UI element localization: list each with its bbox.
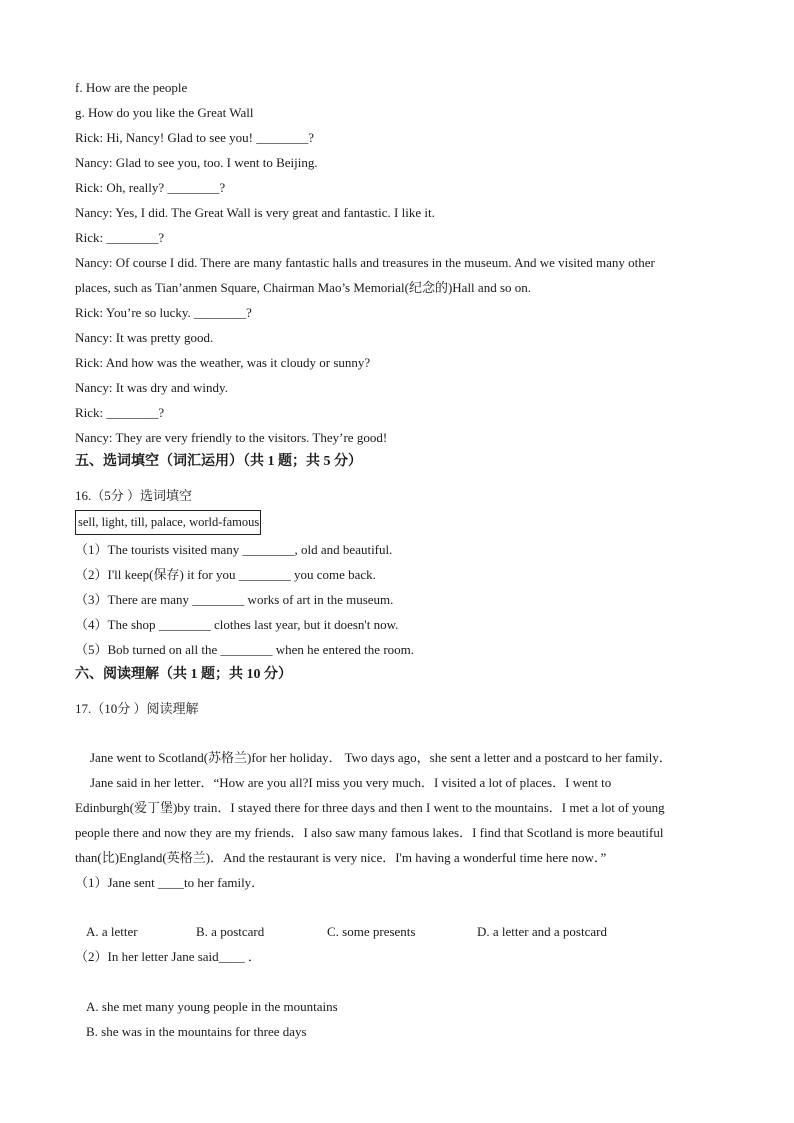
dialogue-option-f: f. How are the people [75, 80, 188, 95]
option-b: B. a postcard [196, 924, 265, 939]
question-1-stem: （1）Jane sent ____to her family． [75, 875, 265, 890]
passage-line: Jane said in her letter．“How are you all?I miss you very much．I visited a lot of places．I went to [90, 775, 612, 790]
fill-item: （3）There are many ________ works of art in the museum. [75, 592, 394, 607]
question16-label: 16.（5分 ）选词填空 [75, 488, 193, 503]
option-b: B. she was in the mountains for three days [86, 1024, 307, 1039]
dialogue-line: Nancy: It was dry and windy. [75, 380, 228, 395]
fill-item: （1）The tourists visited many ________, old and beautiful. [75, 542, 393, 557]
dialogue-line: Rick: And how was the weather, was it cloudy or sunny? [75, 355, 371, 370]
dialogue-line: Nancy: Glad to see you, too. I went to Beijing. [75, 155, 318, 170]
passage-line: people there and now they are my friends．I also saw many famous lakes．I find that Scotland is more beautiful [75, 825, 664, 840]
dialogue-line: Rick: ________? [75, 230, 165, 245]
word-bank-box: sell, light, till, palace, world-famous [75, 510, 261, 535]
question-2-stem: （2）In her letter Jane said____ ． [75, 949, 261, 964]
option-a: A. a letter [86, 924, 138, 939]
passage-line: Edinburgh(爱丁堡)by train．I stayed there for three days and then I went to the mountains．I met a lot of young [75, 800, 665, 815]
passage-line: Jane went to Scotland(苏格兰)for her holiday． Two days ago，she sent a letter and a postcard to her family． [90, 750, 672, 765]
dialogue-line: Nancy: Yes, I did. The Great Wall is very great and fantastic. I like it. [75, 205, 435, 220]
fill-item: （2）I'll keep(保存) it for you ________ you come back. [75, 567, 376, 582]
dialogue-line: places, such as Tian’anmen Square, Chairman Mao’s Memorial(纪念的)Hall and so on. [75, 280, 531, 295]
fill-item: （5）Bob turned on all the ________ when he entered the room. [75, 642, 415, 657]
option-d: D. a letter and a postcard [477, 924, 607, 939]
section5-heading: 五、选词填空（词汇运用）（共 1 题；共 5 分） [75, 454, 362, 469]
dialogue-option-g: g. How do you like the Great Wall [75, 105, 254, 120]
dialogue-line: Nancy: Of course I did. There are many fantastic halls and treasures in the museum. And we visited many other [75, 255, 655, 270]
dialogue-line: Rick: ________? [75, 405, 165, 420]
passage-line: than(比)England(英格兰)．And the restaurant is very nice．I'm having a wonderful time here now．” [75, 850, 607, 865]
section6-heading: 六、阅读理解（共 1 题；共 10 分） [75, 667, 292, 682]
question17-label: 17.（10分 ）阅读理解 [75, 701, 199, 716]
dialogue-line: Rick: You’re so lucky. ________? [75, 305, 252, 320]
dialogue-line: Rick: Hi, Nancy! Glad to see you! ________? [75, 130, 315, 145]
fill-item: （4）The shop ________ clothes last year, but it doesn't now. [75, 617, 399, 632]
option-c: C. some presents [327, 924, 416, 939]
dialogue-line: Rick: Oh, really? ________? [75, 180, 226, 195]
dialogue-line: Nancy: They are very friendly to the visitors. They’re good! [75, 430, 388, 445]
dialogue-line: Nancy: It was pretty good. [75, 330, 214, 345]
option-a: A. she met many young people in the mountains [86, 999, 338, 1014]
